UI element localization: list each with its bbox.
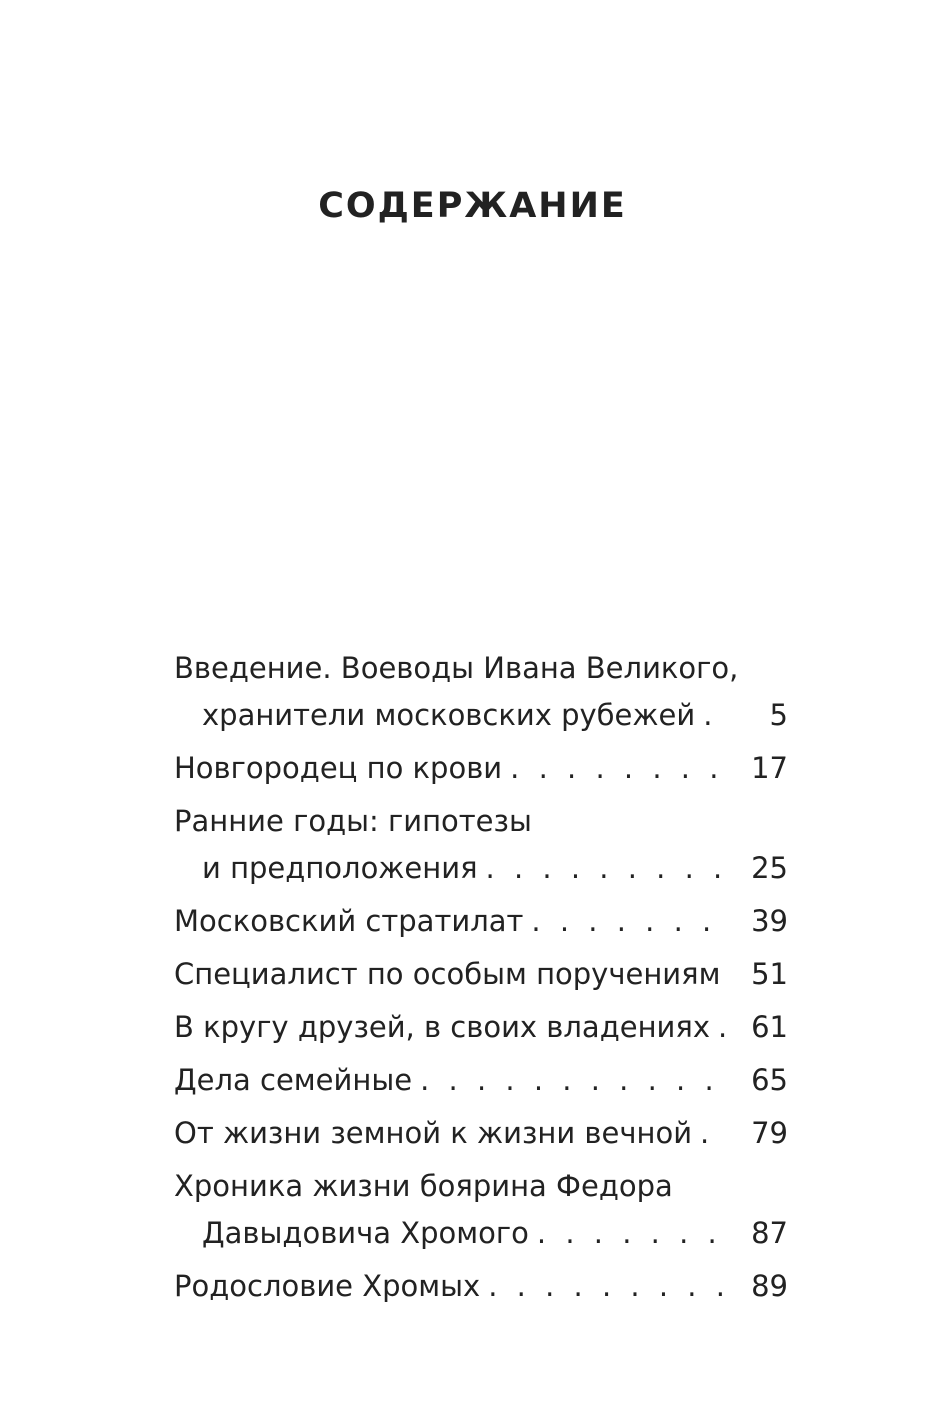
dot-leader [695,692,730,739]
toc-entry-moscow-stratilat[interactable] [174,898,788,945]
toc-entry-title-line-1: Ранние годы: гипотезы [174,804,532,838]
dot-leader [710,1004,730,1051]
toc-entry-early-years[interactable] [174,798,788,892]
toc-entry-title: В кругу друзей, в своих владениях [174,1010,711,1044]
toc-entry-page-number: 79 [751,1116,788,1150]
toc-entry-family-affairs[interactable] [174,1057,788,1104]
toc-entry-title-line-1: Введение. Воеводы Ивана Великого, [174,651,739,685]
toc-entry-among-friends[interactable] [174,1004,788,1051]
toc-entry-page-number: 39 [751,904,788,938]
dot-leader [502,745,730,792]
toc-entry-page-number: 51 [751,957,788,991]
toc-entry-genealogy[interactable] [174,1263,788,1310]
toc-entry-special-assignments[interactable] [174,951,788,998]
toc-entry-title: Родословие Хромых [174,1269,481,1303]
toc-entry-introduction[interactable] [174,645,788,739]
toc-entry-page-number: 5 [769,698,788,732]
dot-leader [478,845,730,892]
toc-entry-title-line-2: и предположения [202,851,478,885]
toc-entry-page-number: 65 [751,1063,788,1097]
toc-entry-novgorodian[interactable] [174,745,788,792]
toc-entry-page-number: 87 [751,1216,788,1250]
toc-entry-title: Дела семейные [174,1063,413,1097]
toc-entry-page-number: 17 [751,751,788,785]
toc-entry-page-number: 61 [751,1010,788,1044]
page-title: СОДЕРЖАНИЕ [318,186,627,226]
dot-leader [529,1210,730,1257]
dot-leader [480,1263,730,1310]
toc-entry-title-line-2: Давыдовича Хромого [202,1216,529,1250]
toc-entry-title-line-1: Хроника жизни боярина Федора [174,1169,673,1203]
dot-leader [523,898,730,945]
toc-entry-page-number: 25 [751,851,788,885]
toc-entry-title: Специалист по особым поручениям [174,957,721,991]
toc-entry-title: Московский стратилат [174,904,524,938]
toc-entry-page-number: 89 [751,1269,788,1303]
dot-leader [412,1057,730,1104]
table-of-contents [174,645,788,1316]
dot-leader [692,1110,730,1157]
toc-entry-title: Новгородец по крови [174,751,503,785]
toc-entry-chronicle[interactable] [174,1163,788,1257]
toc-entry-eternal-life[interactable] [174,1110,788,1157]
toc-entry-title-line-2: хранители московских рубежей [202,698,696,732]
toc-entry-title: От жизни земной к жизни вечной [174,1116,693,1150]
